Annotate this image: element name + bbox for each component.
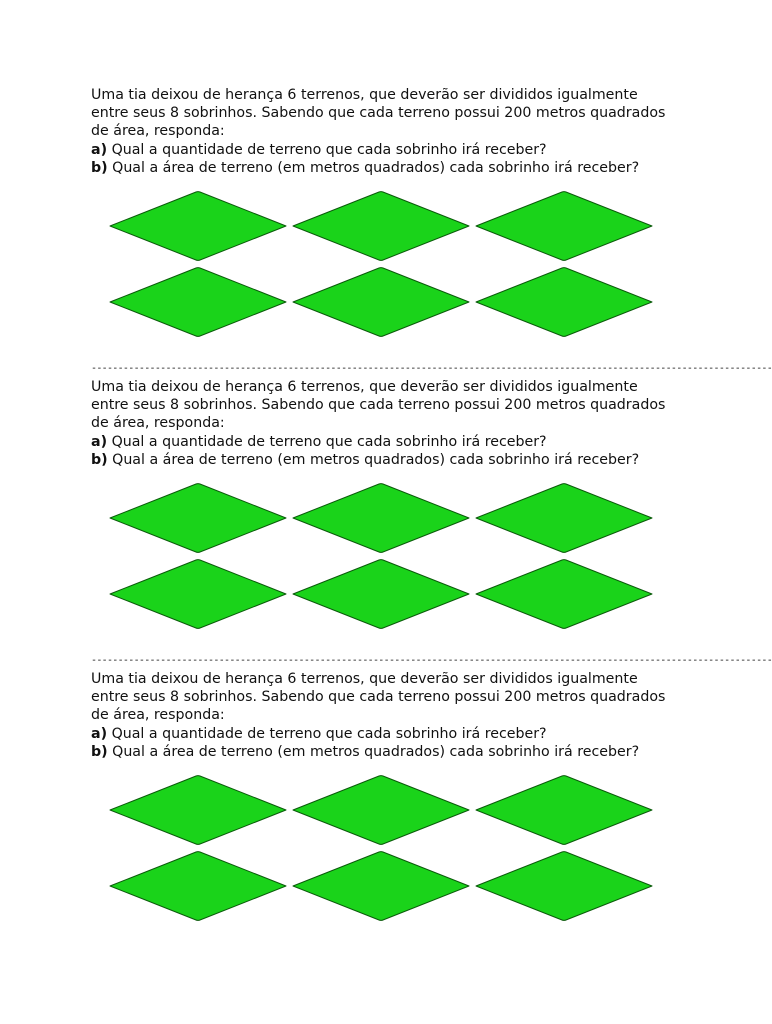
- question-a-text: Qual a quantidade de terreno que cada sobrinho irá receber?: [107, 141, 547, 158]
- terreno-diamond: [108, 558, 288, 630]
- question-b-label: b): [91, 743, 108, 760]
- terreno-shape: [110, 776, 286, 845]
- terreno-shape: [110, 268, 286, 337]
- terreno-diamond: [291, 190, 471, 262]
- terreno-diamond: [474, 482, 654, 554]
- terreno-diamond: [291, 558, 471, 630]
- statement-line: entre seus 8 sobrinhos. Sabendo que cada terreno possui 200 metros quadrados: [91, 397, 666, 414]
- terreno-shape: [476, 776, 652, 845]
- divider: --------------------------------------------------------------------------------------------------------------------------------: [91, 655, 772, 666]
- terreno-diamond: [108, 774, 288, 846]
- question-a-label: a): [91, 141, 108, 158]
- statement-line: Uma tia deixou de herança 6 terrenos, que deverão ser divididos igualmente: [91, 379, 638, 395]
- question-b: [91, 159, 691, 177]
- terreno-diamond: [291, 850, 471, 922]
- question-a-label: a): [91, 433, 108, 450]
- terrenos-group-1: [108, 190, 658, 340]
- terrenos-group-3: [108, 774, 658, 924]
- terreno-diamond: [108, 190, 288, 262]
- problem-3: [91, 670, 691, 761]
- question-b-text: Qual a área de terreno (em metros quadrados) cada sobrinho irá receber?: [107, 451, 640, 468]
- terreno-shape: [110, 560, 286, 629]
- terreno-diamond: [474, 190, 654, 262]
- statement-line: de área, responda:: [91, 123, 225, 140]
- terreno-diamond: [108, 266, 288, 338]
- question-a: [91, 433, 691, 451]
- terreno-shape: [293, 484, 469, 553]
- terreno-diamond: [291, 482, 471, 554]
- question-b-label: b): [91, 451, 108, 468]
- terreno-diamond: [108, 850, 288, 922]
- question-b-text: Qual a área de terreno (em metros quadrados) cada sobrinho irá receber?: [107, 159, 640, 176]
- terreno-diamond: [474, 266, 654, 338]
- terreno-diamond: [474, 774, 654, 846]
- statement-line: entre seus 8 sobrinhos. Sabendo que cada terreno possui 200 metros quadrados: [91, 689, 666, 706]
- statement-line: entre seus 8 sobrinhos. Sabendo que cada terreno possui 200 metros quadrados: [91, 105, 666, 122]
- terreno-diamond: [474, 558, 654, 630]
- question-a-label: a): [91, 725, 108, 742]
- terreno-shape: [476, 192, 652, 261]
- statement-line: Uma tia deixou de herança 6 terrenos, que deverão ser divididos igualmente: [91, 87, 638, 103]
- terreno-shape: [293, 852, 469, 921]
- terreno-shape: [293, 192, 469, 261]
- terreno-shape: [110, 192, 286, 261]
- problem-1: [91, 86, 691, 177]
- question-a: [91, 141, 691, 159]
- terreno-diamond: [474, 850, 654, 922]
- statement-line: Uma tia deixou de herança 6 terrenos, que deverão ser divididos igualmente: [91, 671, 638, 687]
- question-b-label: b): [91, 159, 108, 176]
- problem-statement: [91, 86, 691, 177]
- statement-line: de área, responda:: [91, 707, 225, 724]
- terreno-diamond: [291, 266, 471, 338]
- terreno-shape: [110, 484, 286, 553]
- terreno-shape: [476, 852, 652, 921]
- statement-line: de área, responda:: [91, 415, 225, 432]
- terreno-shape: [476, 484, 652, 553]
- question-b: [91, 451, 691, 469]
- question-a-text: Qual a quantidade de terreno que cada sobrinho irá receber?: [107, 725, 547, 742]
- terrenos-group-2: [108, 482, 658, 632]
- question-b: [91, 743, 691, 761]
- divider: --------------------------------------------------------------------------------------------------------------------------------: [91, 363, 772, 374]
- problem-2: [91, 378, 691, 469]
- terreno-diamond: [108, 482, 288, 554]
- terreno-shape: [293, 560, 469, 629]
- terreno-shape: [110, 852, 286, 921]
- problem-statement: [91, 670, 691, 761]
- terreno-shape: [293, 268, 469, 337]
- problem-statement: [91, 378, 691, 469]
- question-a: [91, 725, 691, 743]
- question-a-text: Qual a quantidade de terreno que cada sobrinho irá receber?: [107, 433, 547, 450]
- terreno-shape: [293, 776, 469, 845]
- question-b-text: Qual a área de terreno (em metros quadrados) cada sobrinho irá receber?: [107, 743, 640, 760]
- terreno-shape: [476, 268, 652, 337]
- terreno-diamond: [291, 774, 471, 846]
- terreno-shape: [476, 560, 652, 629]
